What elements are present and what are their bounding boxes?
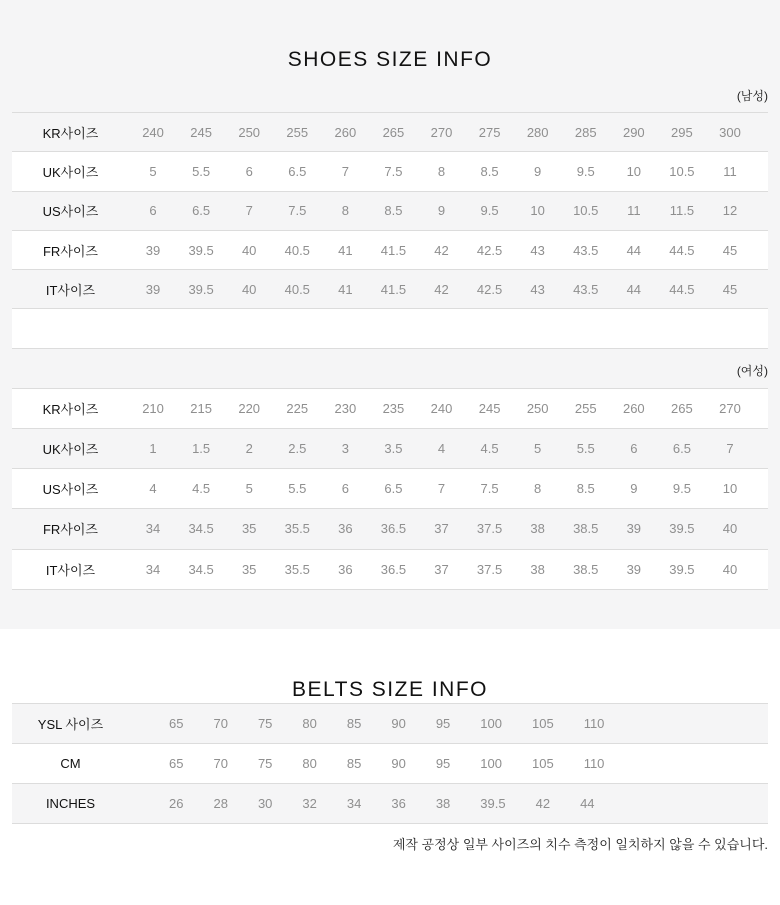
size-value: 9.5 [672,481,691,497]
belts-size-section [0,629,780,905]
size-value: 220 [238,400,261,416]
size-value: 6 [630,441,638,457]
size-value: 7 [726,441,734,457]
size-value: 36.5 [380,521,407,537]
size-value: 12 [722,203,738,219]
row-values [129,282,754,297]
size-value: 35.5 [284,561,310,577]
size-value: 215 [190,400,212,416]
row-values [129,401,754,416]
size-value: 40.5 [284,281,310,297]
size-value: 80 [302,716,317,731]
row-label: US사이즈 [42,204,99,220]
size-value: 44 [580,796,595,811]
size-value: 8 [341,203,349,219]
size-value: 39 [145,281,161,297]
size-value: 10.5 [669,163,695,179]
size-value: 80 [302,756,317,771]
size-value: 75 [257,716,273,731]
row-label: KR사이즈 [42,125,99,141]
size-value: 70 [213,716,228,731]
size-value: 260 [334,124,357,140]
size-value: 40 [241,281,257,297]
size-value: 4 [437,441,446,457]
size-table-row [12,112,768,151]
size-table-row [12,549,768,589]
size-value: 250 [526,400,549,416]
size-value: 290 [622,124,645,140]
size-value: 42 [434,281,449,297]
size-value: 265 [671,400,693,416]
size-value: 26 [169,796,184,811]
size-value: 230 [334,400,357,416]
size-value: 8.5 [384,203,403,219]
size-value: 41 [338,242,353,258]
size-value: 2 [245,441,253,457]
row-label: UK사이즈 [42,442,99,458]
size-value: 4.5 [192,481,211,497]
size-value: 300 [719,124,741,140]
size-value: 44 [626,281,642,297]
size-value: 4 [149,481,157,497]
size-value: 1 [149,441,157,457]
row-label: INCHES [45,796,96,811]
size-value: 3.5 [384,441,403,457]
size-value: 45 [722,242,738,258]
size-value: 240 [142,124,164,140]
size-value: 34 [346,796,362,811]
size-value: 8 [437,163,446,179]
size-value: 5.5 [288,481,307,497]
size-value: 38 [530,521,545,537]
size-value: 38 [435,796,451,811]
size-value: 43.5 [573,281,599,297]
size-value: 260 [622,400,645,416]
size-value: 39 [626,521,642,537]
size-value: 95 [435,756,451,771]
size-value: 235 [382,400,405,416]
size-value: 8.5 [576,481,595,497]
size-value: 210 [142,400,164,416]
size-value: 38.5 [573,521,599,537]
size-value: 43.5 [573,242,599,258]
row-values [129,796,768,811]
row-label: FR사이즈 [42,522,98,538]
row-values [129,441,754,456]
size-value: 39.5 [480,796,506,811]
size-value: 11.5 [669,203,695,219]
size-value: 5 [149,163,157,179]
size-value: 6 [149,203,157,219]
size-value: 85 [346,756,362,771]
size-value: 36 [338,561,353,577]
size-value: 36.5 [380,561,407,577]
size-value: 40 [722,521,738,537]
size-value: 39.5 [188,281,214,297]
row-values [129,521,754,536]
size-value: 2.5 [288,441,307,457]
size-table-row [12,230,768,269]
size-value: 5 [534,441,542,457]
size-value: 32 [302,796,317,811]
size-value: 110 [583,756,605,771]
size-value: 5.5 [192,163,211,179]
size-value: 8.5 [480,163,499,179]
size-table-row [12,191,768,230]
row-values [129,164,754,179]
size-value: 11 [627,203,641,219]
size-table-row [12,468,768,508]
size-value: 34 [145,521,161,537]
size-value: 9 [437,203,446,219]
size-value: 255 [286,124,309,140]
row-label: YSL 사이즈 [37,717,104,732]
size-value: 255 [574,400,597,416]
row-label: UK사이즈 [42,164,99,180]
size-value: 34.5 [188,521,214,537]
size-value: 36 [391,796,406,811]
size-value: 37.5 [476,561,503,577]
row-label: CM [60,756,81,771]
size-table-row [12,783,768,823]
row-values [129,243,754,258]
belts-size-table [12,703,768,824]
size-value: 42.5 [476,281,503,297]
row-values [129,562,754,577]
size-value: 37 [434,521,449,537]
size-value: 245 [478,400,501,416]
size-value: 7.5 [384,163,403,179]
size-value: 44.5 [669,242,695,258]
size-value: 4.5 [480,441,499,457]
row-label: KR사이즈 [42,401,99,417]
size-value: 110 [583,716,605,731]
size-table-row [12,743,768,783]
size-value: 7 [245,203,253,219]
size-value: 28 [213,796,228,811]
size-value: 9.5 [576,163,595,179]
size-value: 36 [338,521,353,537]
row-label: IT사이즈 [45,562,96,578]
size-value: 245 [190,124,212,140]
size-value: 6 [341,481,349,497]
size-value: 90 [391,756,406,771]
size-value: 10.5 [573,203,599,219]
size-value: 7 [437,481,446,497]
size-value: 90 [391,716,406,731]
size-value: 10 [530,203,545,219]
size-value: 9.5 [480,203,499,219]
size-value: 35 [241,561,257,577]
row-label: IT사이즈 [45,282,96,298]
size-value: 6.5 [672,441,691,457]
size-value: 275 [478,124,501,140]
size-value: 40 [241,242,257,258]
size-value: 10 [722,481,738,497]
size-value: 100 [480,716,502,731]
size-value: 45 [722,281,738,297]
size-value: 39.5 [669,521,695,537]
size-value: 40.5 [284,242,310,258]
size-value: 39.5 [669,561,695,577]
row-label: FR사이즈 [42,243,98,259]
size-value: 38.5 [573,561,599,577]
size-value: 35 [241,521,257,537]
size-value: 37.5 [476,521,503,537]
size-value: 1.5 [192,441,211,457]
size-table-row [12,151,768,190]
row-values [129,481,754,496]
size-value: 11 [723,163,737,179]
size-value: 34.5 [188,561,214,577]
size-value: 6 [245,163,253,179]
size-value: 265 [382,124,405,140]
size-value: 6.5 [384,481,403,497]
size-table-row [12,388,768,428]
men-section-label: (남성) [736,89,768,103]
size-value: 7.5 [288,203,307,219]
size-value: 280 [526,124,549,140]
size-table-row [12,508,768,548]
size-value: 250 [238,124,261,140]
size-value: 270 [430,124,453,140]
size-value: 65 [169,756,184,771]
size-value: 5.5 [576,441,595,457]
size-value: 225 [286,400,309,416]
belts-section-title: BELTS SIZE INFO [292,678,488,701]
size-value: 42 [535,796,551,811]
size-value: 39 [145,242,161,258]
size-value: 270 [719,400,741,416]
size-value: 37 [434,561,449,577]
size-value: 34 [145,561,161,577]
row-values [129,203,754,218]
size-table-row [12,269,768,308]
row-values [129,716,768,731]
size-value: 100 [480,756,502,771]
women-shoe-size-table [12,388,768,590]
size-value: 6.5 [192,203,211,219]
row-values [129,756,768,771]
shoes-section-title: SHOES SIZE INFO [287,48,493,71]
size-table-row [12,428,768,468]
size-value: 7.5 [480,481,499,497]
size-value: 95 [435,716,451,731]
size-value: 3 [341,441,349,457]
size-value: 105 [531,716,554,731]
size-table-row [12,703,768,743]
row-label: US사이즈 [42,482,99,498]
size-value: 41.5 [380,281,407,297]
size-value: 70 [213,756,228,771]
size-value: 41 [338,281,353,297]
women-section-label: (여성) [736,363,768,378]
size-value: 30 [257,796,273,811]
size-value: 7 [341,163,349,179]
size-value: 35.5 [284,521,310,537]
size-value: 40 [722,561,738,577]
men-shoe-size-table [12,112,768,349]
size-value: 42 [434,242,449,258]
size-value: 43 [530,281,545,297]
size-value: 6.5 [288,163,307,179]
size-value: 75 [257,756,273,771]
size-value: 39.5 [188,242,214,258]
size-value: 85 [346,716,362,731]
size-value: 240 [430,400,453,416]
row-values [129,125,754,140]
production-note: 제작 공정상 일부 사이즈의 치수 측정이 일치하지 않을 수 있습니다. [392,837,768,852]
size-value: 44 [626,242,642,258]
size-value: 9 [534,163,542,179]
size-value: 105 [531,756,554,771]
empty-row [12,308,768,347]
size-value: 43 [530,242,545,258]
size-value: 10 [626,163,642,179]
size-value: 8 [534,481,542,497]
size-value: 44.5 [669,281,695,297]
size-value: 5 [245,481,253,497]
size-value: 9 [630,481,638,497]
size-value: 295 [671,124,693,140]
size-value: 42.5 [476,242,503,258]
size-value: 65 [169,716,184,731]
size-value: 39 [626,561,642,577]
size-value: 285 [574,124,597,140]
size-value: 38 [530,561,545,577]
size-value: 41.5 [380,242,407,258]
